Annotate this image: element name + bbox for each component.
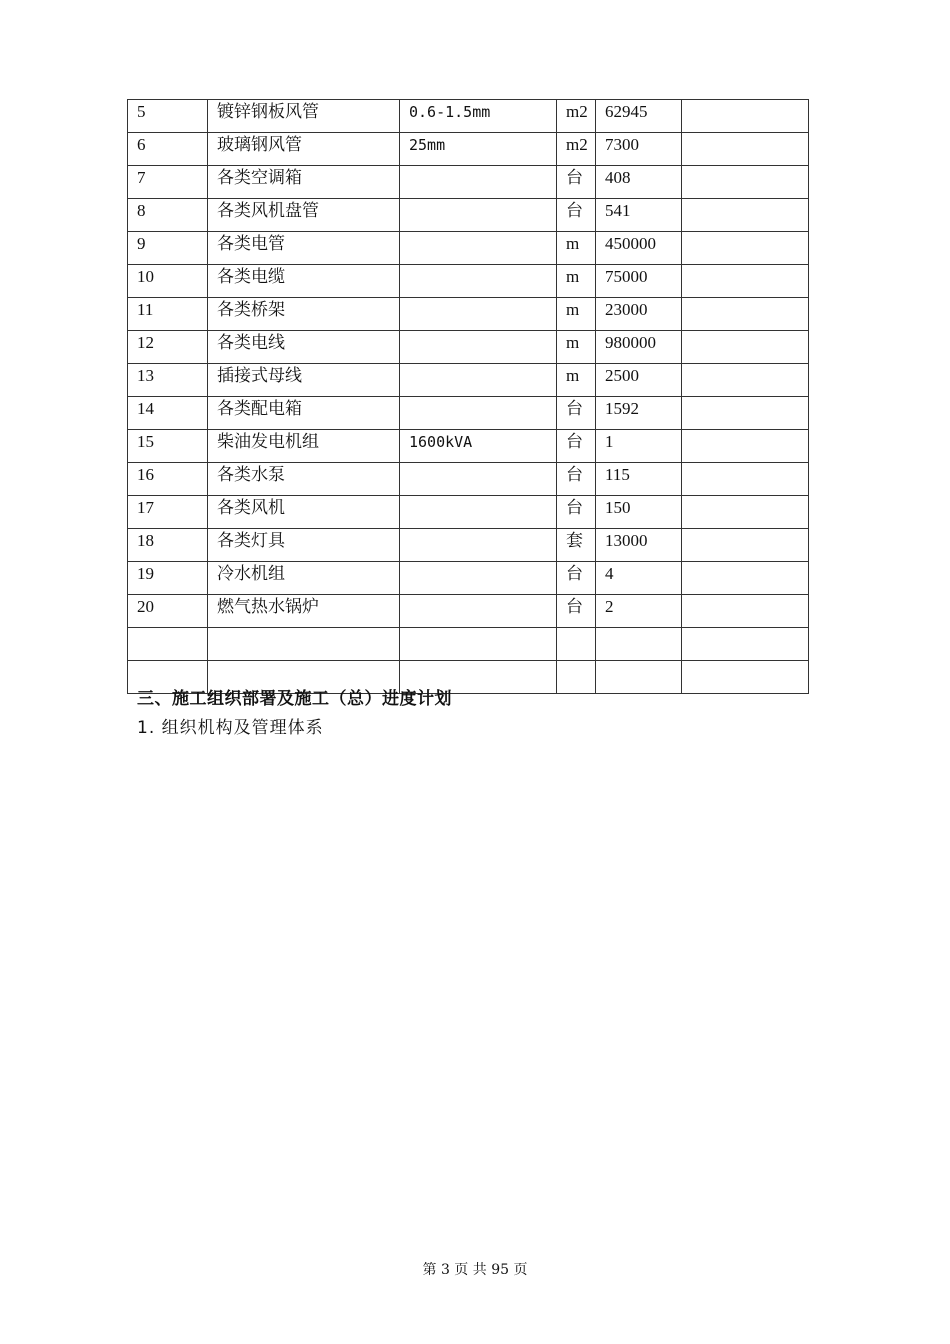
table-row: [128, 199, 809, 232]
cell-name: 各类电线: [208, 331, 400, 364]
cell-unit: m: [557, 364, 596, 397]
cell-quantity: 408: [596, 166, 682, 199]
table-row: [128, 397, 809, 430]
table-row: [128, 496, 809, 529]
cell-unit: m: [557, 298, 596, 331]
cell-note: [682, 496, 809, 529]
cell-spec: [400, 265, 557, 298]
cell-index: 11: [128, 298, 208, 331]
section-heading: 三、施工组织部署及施工（总）进度计划: [137, 689, 452, 709]
cell-spec: 0.6-1.5mm: [400, 100, 557, 133]
cell-index: 10: [128, 265, 208, 298]
cell-quantity: [596, 628, 682, 661]
cell-unit: m2: [557, 133, 596, 166]
table-row: [128, 529, 809, 562]
cell-note: [682, 364, 809, 397]
cell-index: 15: [128, 430, 208, 463]
cell-name: 各类电管: [208, 232, 400, 265]
cell-index: 5: [128, 100, 208, 133]
cell-unit: 套: [557, 529, 596, 562]
cell-index: 12: [128, 331, 208, 364]
table-row: [128, 595, 809, 628]
cell-index: 6: [128, 133, 208, 166]
cell-note: [682, 595, 809, 628]
cell-name: 柴油发电机组: [208, 430, 400, 463]
equipment-table-body: [128, 100, 809, 694]
table-row: [128, 265, 809, 298]
cell-unit: 台: [557, 496, 596, 529]
cell-quantity: 62945: [596, 100, 682, 133]
cell-note: [682, 100, 809, 133]
cell-name: 各类空调箱: [208, 166, 400, 199]
cell-name: 各类风机盘管: [208, 199, 400, 232]
cell-index: 20: [128, 595, 208, 628]
cell-name: 镀锌钢板风管: [208, 100, 400, 133]
cell-name: 燃气热水锅炉: [208, 595, 400, 628]
cell-spec: [400, 628, 557, 661]
table-row: [128, 166, 809, 199]
table-row: [128, 430, 809, 463]
cell-note: [682, 562, 809, 595]
cell-note: [682, 298, 809, 331]
cell-spec: 25mm: [400, 133, 557, 166]
cell-index: [128, 628, 208, 661]
cell-note: [682, 265, 809, 298]
cell-spec: [400, 529, 557, 562]
cell-spec: [400, 166, 557, 199]
cell-name: 各类桥架: [208, 298, 400, 331]
cell-spec: [400, 232, 557, 265]
cell-index: 8: [128, 199, 208, 232]
cell-spec: 1600kVA: [400, 430, 557, 463]
cell-unit: m: [557, 331, 596, 364]
cell-note: [682, 628, 809, 661]
cell-note: [682, 397, 809, 430]
cell-note: [682, 199, 809, 232]
cell-note: [682, 232, 809, 265]
cell-spec: [400, 397, 557, 430]
table-row: [128, 133, 809, 166]
equipment-table: [127, 99, 809, 694]
cell-quantity: 13000: [596, 529, 682, 562]
cell-name: 各类灯具: [208, 529, 400, 562]
cell-quantity: 4: [596, 562, 682, 595]
table-row: [128, 331, 809, 364]
cell-index: 7: [128, 166, 208, 199]
cell-quantity: 23000: [596, 298, 682, 331]
cell-unit: 台: [557, 199, 596, 232]
cell-name: 各类电缆: [208, 265, 400, 298]
cell-quantity: 75000: [596, 265, 682, 298]
cell-quantity: 115: [596, 463, 682, 496]
cell-spec: [400, 562, 557, 595]
cell-unit: 台: [557, 562, 596, 595]
cell-quantity: 2: [596, 595, 682, 628]
cell-unit: m2: [557, 100, 596, 133]
page-footer: 第 3 页 共 95 页: [422, 1262, 528, 1278]
cell-quantity: 1592: [596, 397, 682, 430]
cell-index: 14: [128, 397, 208, 430]
cell-spec: [400, 463, 557, 496]
cell-note: [682, 463, 809, 496]
sub-heading: 1. 组织机构及管理体系: [137, 718, 324, 738]
cell-quantity: 7300: [596, 133, 682, 166]
cell-note: [682, 430, 809, 463]
cell-quantity: 980000: [596, 331, 682, 364]
cell-quantity: [596, 661, 682, 694]
table-row: [128, 628, 809, 661]
cell-index: 13: [128, 364, 208, 397]
cell-name: 各类水泵: [208, 463, 400, 496]
cell-unit: 台: [557, 463, 596, 496]
cell-unit: [557, 661, 596, 694]
cell-index: 18: [128, 529, 208, 562]
cell-spec: [400, 298, 557, 331]
cell-name: [208, 628, 400, 661]
table-row: [128, 100, 809, 133]
cell-name: 各类配电箱: [208, 397, 400, 430]
cell-quantity: 1: [596, 430, 682, 463]
cell-name: 各类风机: [208, 496, 400, 529]
cell-unit: 台: [557, 397, 596, 430]
cell-note: [682, 166, 809, 199]
cell-quantity: 150: [596, 496, 682, 529]
cell-index: 16: [128, 463, 208, 496]
cell-note: [682, 661, 809, 694]
cell-note: [682, 331, 809, 364]
cell-quantity: 2500: [596, 364, 682, 397]
cell-name: 插接式母线: [208, 364, 400, 397]
cell-unit: [557, 628, 596, 661]
cell-index: 17: [128, 496, 208, 529]
table-row: [128, 298, 809, 331]
cell-unit: 台: [557, 430, 596, 463]
cell-spec: [400, 364, 557, 397]
cell-spec: [400, 496, 557, 529]
table-row: [128, 232, 809, 265]
cell-spec: [400, 331, 557, 364]
cell-name: 冷水机组: [208, 562, 400, 595]
table-row: [128, 463, 809, 496]
cell-index: 19: [128, 562, 208, 595]
table-row: [128, 364, 809, 397]
cell-name: 玻璃钢风管: [208, 133, 400, 166]
table-row: [128, 562, 809, 595]
cell-quantity: 450000: [596, 232, 682, 265]
cell-spec: [400, 199, 557, 232]
cell-quantity: 541: [596, 199, 682, 232]
cell-unit: 台: [557, 166, 596, 199]
cell-unit: 台: [557, 595, 596, 628]
cell-unit: m: [557, 232, 596, 265]
cell-note: [682, 133, 809, 166]
cell-unit: m: [557, 265, 596, 298]
cell-spec: [400, 595, 557, 628]
cell-note: [682, 529, 809, 562]
cell-index: 9: [128, 232, 208, 265]
